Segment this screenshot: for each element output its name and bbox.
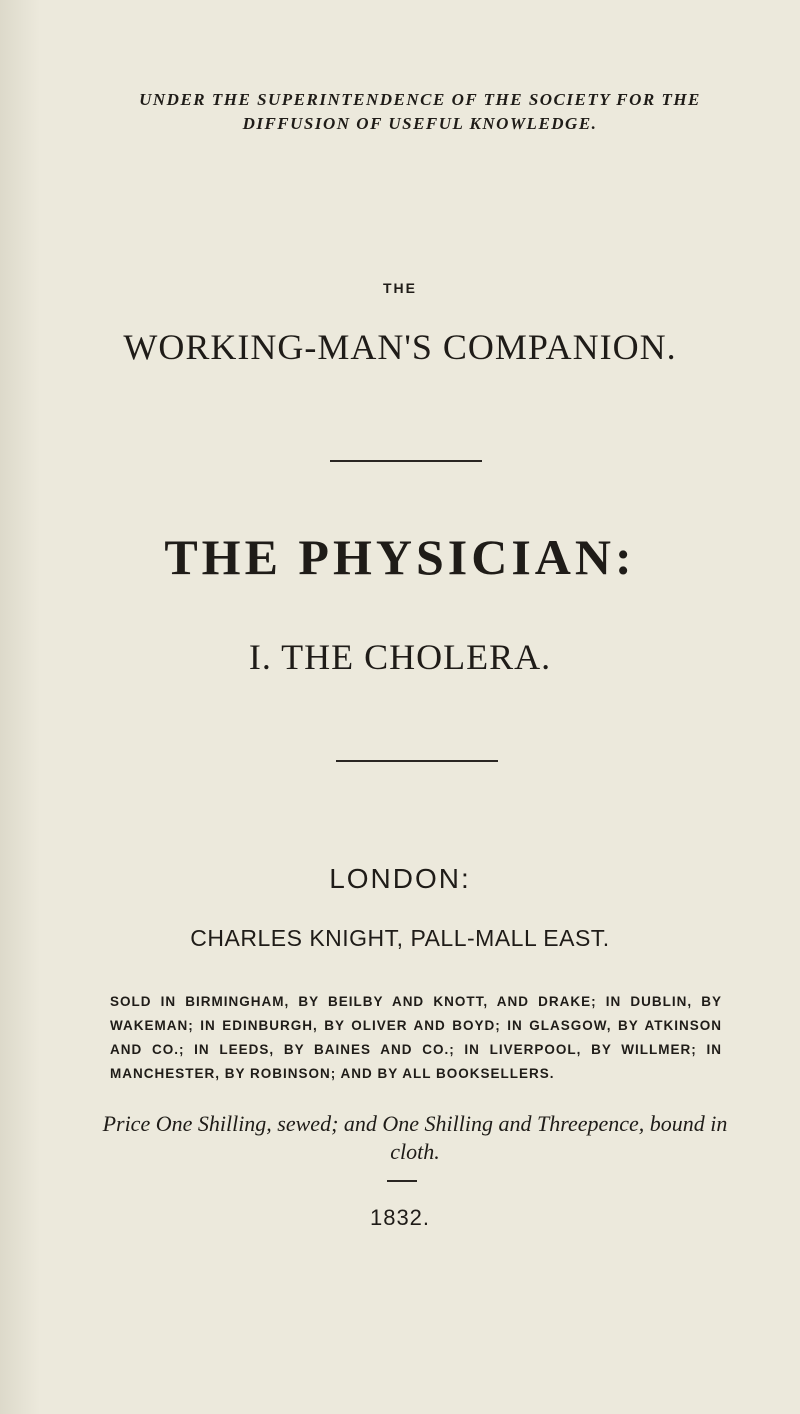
- short-divider-rule: [387, 1180, 417, 1182]
- publisher-line: CHARLES KNIGHT, PALL-MALL EAST.: [190, 925, 610, 951]
- superintendence-line: UNDER THE SUPERINTENDENCE OF THE SOCIETY FOR THE DIFFUSION OF USEFUL KNOWLEDGE.: [139, 90, 701, 133]
- imprint-city: LONDON:: [329, 863, 471, 894]
- page-edge-shadow: [0, 0, 40, 1414]
- price-line: Price One Shilling, sewed; and One Shilling and Threepence, bound in cloth.: [102, 1111, 728, 1164]
- subtitle: I. THE CHOLERA.: [248, 637, 552, 677]
- divider-rule-bottom: [336, 760, 498, 762]
- publication-year: 1832.: [369, 1205, 431, 1230]
- main-title: THE PHYSICIAN:: [164, 529, 636, 585]
- series-the: THE: [383, 280, 417, 296]
- sold-by-paragraph: SOLD IN BIRMINGHAM, BY BEILBY AND KNOTT, AND DRAKE; IN DUBLIN, BY WAKEMAN; IN EDINBURGH, BY OLIVER AND BOYD; IN GLASGOW, BY ATKINSON AND CO.; IN LEEDS, BY BAINES AND CO.; IN LIVERPOOL, BY WILLMER; IN MANCHESTER, BY ROBINSON; AND BY ALL BOOKSELLERS.: [110, 994, 722, 1081]
- series-title: WORKING-MAN'S COMPANION.: [123, 327, 677, 367]
- divider-rule-top: [330, 460, 482, 462]
